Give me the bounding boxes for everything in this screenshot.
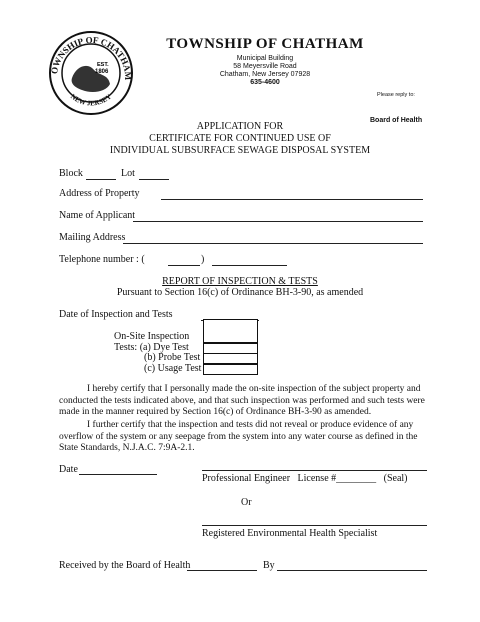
svg-text:1806: 1806	[95, 69, 109, 75]
form-title-line-3: INDIVIDUAL SUBSURFACE SEWAGE DISPOSAL SYSTEM	[109, 145, 371, 156]
telephone-close-paren: )	[201, 254, 205, 265]
address-field[interactable]	[161, 199, 423, 200]
usage-test-label: (c) Usage Test	[144, 363, 202, 374]
date-label: Date	[59, 464, 78, 475]
probe-test-label: (b) Probe Test	[144, 352, 201, 363]
applicant-field[interactable]	[133, 221, 423, 222]
township-seal	[48, 30, 134, 116]
seal-icon	[48, 30, 134, 116]
telephone-field[interactable]	[212, 265, 287, 266]
dye-test-label: Tests: (a) Dye Test	[114, 342, 189, 353]
township-title: TOWNSHIP OF CHATHAM	[166, 36, 364, 52]
by-field[interactable]	[277, 570, 427, 571]
municipal-building: Municipal Building	[236, 55, 294, 62]
received-label: Received by the Board of Health	[59, 560, 191, 571]
specialist-signature-line[interactable]	[202, 525, 427, 526]
lot-field[interactable]	[139, 179, 169, 180]
certification-paragraph-1: I hereby certify that I personally made the on-site inspection of the subject property and conducted the tests indicated above, and that such inspection was performed and such tests were made in the manner required by Section 16(c) of Ordinance BH-3-90 as amended.	[59, 384, 425, 417]
reply-to-label: Please reply to:	[377, 92, 415, 98]
report-heading: REPORT OF INSPECTION & TESTS	[162, 276, 318, 287]
city-address: Chatham, New Jersey 07928	[219, 71, 311, 78]
mailing-label: Mailing Address	[59, 232, 126, 243]
onsite-inspection-box[interactable]	[203, 319, 258, 343]
engineer-signature-line[interactable]	[202, 470, 427, 471]
date-field[interactable]	[79, 474, 157, 475]
address-label: Address of Property	[59, 188, 140, 199]
block-label: Block	[59, 168, 83, 179]
or-label: Or	[241, 497, 252, 508]
board-of-health-label: Board of Health	[370, 117, 423, 124]
svg-text:TOWNSHIP OF CHATHAM: OWNSHIP OF CHATHAM	[49, 34, 134, 81]
form-title-line-1: APPLICATION FOR	[196, 121, 284, 132]
street-address: 58 Meyersville Road	[233, 63, 297, 70]
form-title-line-2: CERTIFICATE FOR CONTINUED USE OF	[149, 133, 331, 144]
specialist-label: Registered Environmental Health Specialist	[202, 528, 378, 539]
onsite-inspection-label: On-Site Inspection	[114, 331, 190, 342]
certification-paragraph-2: I further certify that the inspection and tests did not reveal or produce evidence of any overflow of the system or any seepage from the system into any water course as defined in the State Standards, N.J.A.C. 7:9A-2.1.	[59, 420, 418, 453]
inspection-date-label: Date of Inspection and Tests	[59, 309, 173, 320]
svg-text:NEW JERSEY: NEW JERSEY	[69, 92, 113, 108]
mailing-field[interactable]	[123, 243, 423, 244]
usage-test-box[interactable]	[203, 364, 258, 375]
phone-number: 635-4600	[250, 79, 280, 86]
by-label: By	[263, 560, 275, 571]
engineer-label: Professional Engineer License #________ (Seal)	[202, 473, 408, 484]
applicant-label: Name of Applicant	[59, 210, 136, 221]
block-field[interactable]	[86, 179, 116, 180]
svg-text:EST.: EST.	[97, 62, 109, 68]
probe-test-box[interactable]	[203, 353, 258, 364]
area-code-field[interactable]	[168, 265, 200, 266]
report-subheading: Pursuant to Section 16(c) of Ordinance BH-3-90, as amended	[116, 287, 364, 298]
received-field[interactable]	[187, 570, 257, 571]
lot-label: Lot	[121, 168, 135, 179]
telephone-label: Telephone number : (	[59, 254, 145, 265]
